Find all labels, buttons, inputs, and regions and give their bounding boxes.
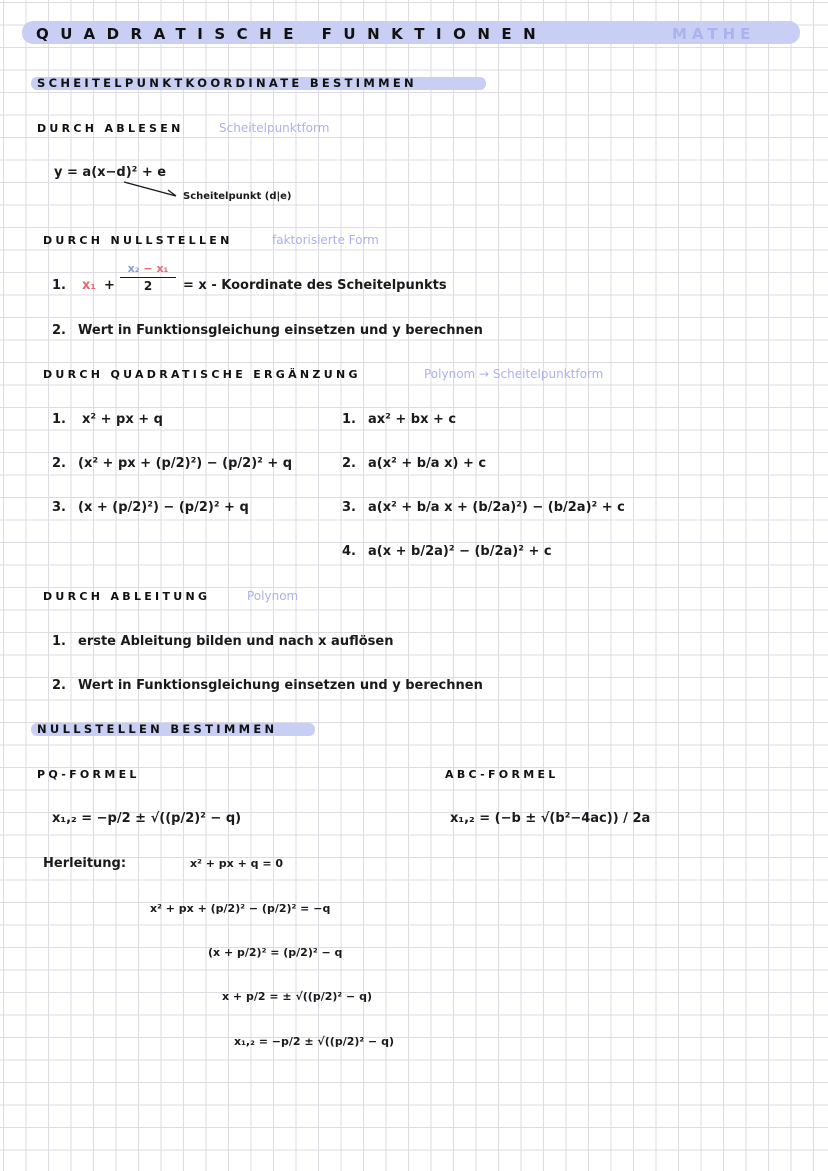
annotation-arrow	[120, 178, 190, 202]
ergaenzung-right-step2: a(x² + b/a x) + c	[368, 456, 487, 471]
ergaenzung-right-step1: ax² + bx + c	[368, 412, 457, 427]
ergaenzung-left-step2-number: 2.	[52, 456, 66, 471]
section2-title: NULLSTELLEN BESTIMMEN	[37, 722, 278, 736]
ergaenzung-right-step2-number: 2.	[342, 456, 356, 471]
nullstellen-step1-number: 1.	[52, 278, 66, 293]
ergaenzung-right-step1-number: 1.	[342, 412, 356, 427]
nullstellen-step2-text: Wert in Funktionsgleichung einsetzen und y berechnen	[78, 323, 483, 338]
nullstellen-step1-text: = x - Koordinate des Scheitelpunkts	[183, 278, 447, 293]
scheitelpunkt-annotation: Scheitelpunkt (d|e)	[183, 191, 292, 202]
page-title: QUADRATISCHE FUNKTIONEN	[36, 25, 548, 43]
ergaenzung-heading: DURCH QUADRATISCHE ERGÄNZUNG	[43, 368, 361, 381]
ablesen-heading: DURCH ABLESEN	[37, 122, 184, 135]
ableitung-step1-number: 1.	[52, 634, 66, 649]
ableitung-step2-text: Wert in Funktionsgleichung einsetzen und y berechnen	[78, 678, 483, 693]
nullstellen-hint: faktorisierte Form	[272, 233, 379, 247]
plus-sign: +	[104, 278, 115, 293]
fraction-denominator: 2	[143, 279, 153, 293]
x1-term-numerator: x₁	[156, 262, 169, 275]
ergaenzung-left-step2: (x² + px + (p/2)²) − (p/2)² + q	[78, 456, 293, 471]
herleitung-step4: x + p/2 = ± √((p/2)² − q)	[222, 990, 372, 1003]
herleitung-label: Herleitung:	[43, 856, 127, 871]
ableitung-heading: DURCH ABLEITUNG	[43, 590, 211, 603]
ergaenzung-right-step4: a(x + b/2a)² − (b/2a)² + c	[368, 544, 552, 559]
nullstellen-step2-number: 2.	[52, 323, 66, 338]
ergaenzung-right-step4-number: 4.	[342, 544, 356, 559]
ergaenzung-left-step3: (x + (p/2)²) − (p/2)² + q	[78, 500, 249, 515]
ergaenzung-right-step3-number: 3.	[342, 500, 356, 515]
section1-title: SCHEITELPUNKTKOORDINATE BESTIMMEN	[37, 76, 417, 90]
x2-term: x₂	[127, 262, 140, 275]
x1-term: x₁	[82, 278, 97, 293]
pq-heading: PQ-FORMEL	[37, 768, 140, 781]
minus-sign: −	[143, 262, 153, 275]
pq-formula: x₁,₂ = −p/2 ± √((p/2)² − q)	[52, 811, 242, 826]
scheitelpunktform-formula: y = a(x−d)² + e	[54, 165, 167, 180]
ergaenzung-left-step1-number: 1.	[52, 412, 66, 427]
ablesen-hint: Scheitelpunktform	[219, 121, 330, 135]
ergaenzung-right-step3: a(x² + b/a x + (b/2a)²) − (b/2a)² + c	[368, 500, 625, 515]
fraction-bar	[120, 277, 176, 278]
ergaenzung-left-step3-number: 3.	[52, 500, 66, 515]
herleitung-step5: x₁,₂ = −p/2 ± √((p/2)² − q)	[234, 1035, 394, 1048]
herleitung-step2: x² + px + (p/2)² − (p/2)² = −q	[150, 902, 331, 915]
ergaenzung-hint: Polynom → Scheitelpunktform	[424, 367, 604, 381]
ergaenzung-left-step1: x² + px + q	[82, 412, 163, 427]
abc-heading: ABC-FORMEL	[445, 768, 559, 781]
subject-label: MATHE	[672, 25, 756, 43]
herleitung-step3: (x + p/2)² = (p/2)² − q	[208, 946, 343, 959]
ableitung-step2-number: 2.	[52, 678, 66, 693]
herleitung-step1: x² + px + q = 0	[190, 857, 284, 870]
abc-formula: x₁,₂ = (−b ± √(b²−4ac)) / 2a	[450, 811, 651, 826]
ableitung-hint: Polynom	[247, 589, 299, 603]
ableitung-step1-text: erste Ableitung bilden und nach x auflösen	[78, 634, 394, 649]
fraction-numerator	[119, 262, 177, 275]
nullstellen-heading: DURCH NULLSTELLEN	[43, 234, 233, 247]
